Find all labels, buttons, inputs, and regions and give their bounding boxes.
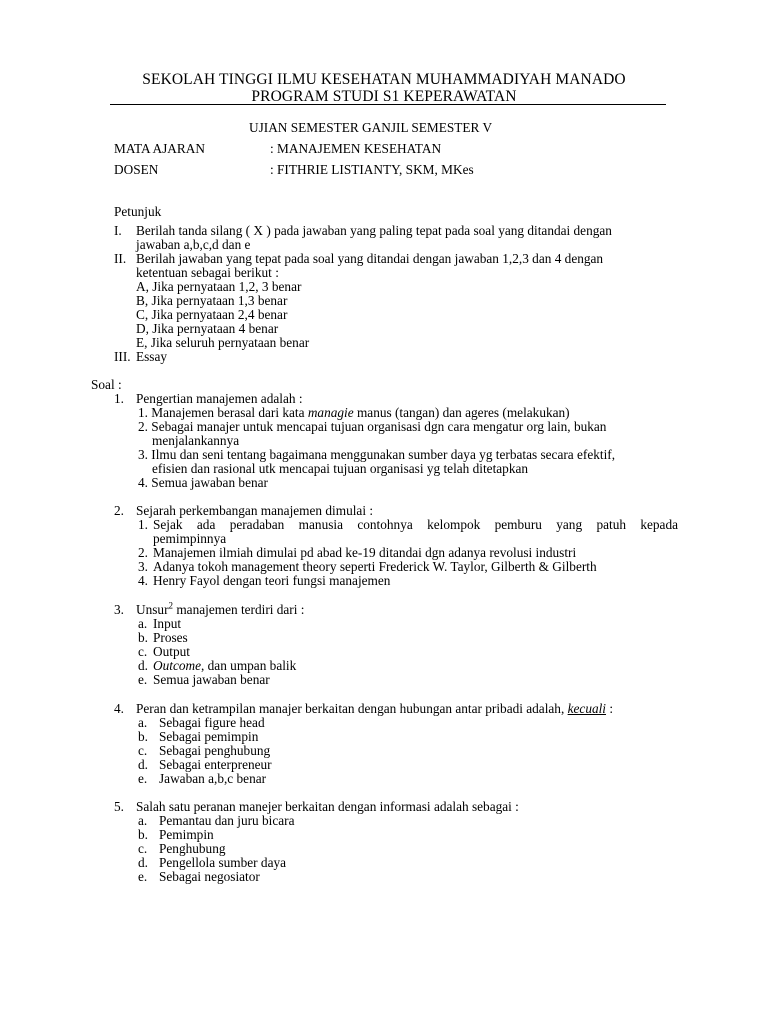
option-letter: c.	[138, 743, 148, 758]
header-divider	[110, 104, 666, 105]
answer-key-e: E, Jika seluruh pernyataan benar	[136, 335, 310, 350]
question-option: pemimpinnya	[153, 531, 227, 546]
option-letter: c.	[138, 841, 148, 856]
question-option: Outcome, dan umpan balik	[153, 658, 297, 673]
lecturer-label: DOSEN	[114, 162, 159, 177]
instruction-num: II.	[114, 251, 127, 266]
question-option: Sebagai figure head	[159, 715, 265, 730]
question-option: menjalankannya	[152, 433, 240, 448]
instruction-num: I.	[114, 223, 122, 238]
instruction-num: III.	[114, 349, 131, 364]
question-option: Sebagai enterpreneur	[159, 757, 272, 772]
option-letter: a.	[138, 813, 148, 828]
option-letter: a.	[138, 616, 148, 631]
instruction-text: Berilah jawaban yang tepat pada soal yang ditandai dengan jawaban 1,2,3 dan 4 dengan	[136, 251, 604, 266]
question-option: Sebagai negosiator	[159, 869, 260, 884]
option-letter: b.	[138, 827, 148, 842]
option-letter: b.	[138, 630, 148, 645]
question-option: Pemantau dan juru bicara	[159, 813, 295, 828]
answer-key-b: B, Jika pernyataan 1,3 benar	[136, 293, 288, 308]
question-option: 2. Sebagai manajer untuk mencapai tujuan organisasi dgn cara mengatur org lain, bukan	[138, 419, 607, 434]
question-option: Jawaban a,b,c benar	[159, 771, 267, 786]
question-number: 5.	[114, 799, 124, 814]
question-option: Sebagai pemimpin	[159, 729, 259, 744]
question-text: Unsur$^2$ manajemen terdiri dari :	[136, 600, 305, 617]
instruction-text: Essay	[136, 349, 168, 364]
option-letter: e.	[138, 869, 148, 884]
subject-label: MATA AJARAN	[114, 141, 205, 156]
program-name: PROGRAM STUDI S1 KEPERAWATAN	[251, 88, 517, 105]
question-text: Pengertian manajemen adalah :	[136, 391, 303, 406]
institution-name: SEKOLAH TINGGI ILMU KESEHATAN MUHAMMADIYAH MANADO	[142, 71, 626, 88]
question-text: Peran dan ketrampilan manajer berkaitan dengan hubungan antar pribadi adalah, kecuali :	[136, 701, 614, 716]
question-option: efisien dan rasional utk mencapai tujuan organisasi yg telah ditetapkan	[152, 461, 529, 476]
question-option: Output	[153, 644, 190, 659]
subject-value: : MANAJEMEN KESEHATAN	[270, 141, 442, 156]
question-number: 3.	[114, 602, 124, 617]
question-number: 1.	[114, 391, 124, 406]
question-option: Adanya tokoh management theory seperti Frederick W. Taylor, Gilberth & Gilberth	[153, 559, 597, 574]
question-option-number: 4.	[138, 573, 148, 588]
question-option: Pengellola sumber daya	[159, 855, 287, 870]
question-option: Sejak ada peradaban manusia contohnya kelompok pemburu yang patuh kepada	[153, 517, 678, 532]
exam-title: UJIAN SEMESTER GANJIL SEMESTER V	[249, 120, 493, 135]
question-option: 3. Ilmu dan seni tentang bagaimana menggunakan sumber daya yg terbatas secara efektif,	[138, 447, 616, 462]
question-option-number: 3.	[138, 559, 148, 574]
instruction-text: ketentuan sebagai berikut :	[136, 265, 279, 280]
instruction-text: Berilah tanda silang ( X ) pada jawaban yang paling tepat pada soal yang ditandai dengan	[136, 223, 612, 238]
option-letter: d.	[138, 855, 148, 870]
answer-key-a: A, Jika pernyataan 1,2, 3 benar	[136, 279, 302, 294]
question-option: 4. Semua jawaban benar	[138, 475, 268, 490]
option-letter: e.	[138, 771, 148, 786]
question-option: 1. Manajemen berasal dari kata managie manus (tangan) dan ageres (melakukan)	[138, 405, 570, 420]
question-option-number: 2.	[138, 545, 148, 560]
question-option: Input	[153, 616, 182, 631]
question-option: Manajemen ilmiah dimulai pd abad ke-19 ditandai dgn adanya revolusi industri	[153, 545, 577, 560]
question-option: Proses	[153, 630, 188, 645]
option-letter: d.	[138, 658, 148, 673]
option-letter: b.	[138, 729, 148, 744]
option-letter: e.	[138, 672, 148, 687]
question-option: Pemimpin	[159, 827, 214, 842]
question-text: Sejarah perkembangan manajemen dimulai :	[136, 503, 374, 518]
questions-label: Soal :	[91, 377, 122, 392]
question-option: Henry Fayol dengan teori fungsi manajemen	[153, 573, 391, 588]
option-letter: d.	[138, 757, 148, 772]
question-option: Penghubung	[159, 841, 226, 856]
question-text: Salah satu peranan manejer berkaitan dengan informasi adalah sebagai :	[136, 799, 519, 814]
instructions-title: Petunjuk	[114, 204, 162, 219]
lecturer-value: : FITHRIE LISTIANTY, SKM, MKes	[270, 162, 474, 177]
question-option-number: 1.	[138, 517, 148, 532]
question-option: Sebagai penghubung	[159, 743, 271, 758]
question-number: 2.	[114, 503, 124, 518]
answer-key-c: C, Jika pernyataan 2,4 benar	[136, 307, 288, 322]
question-number: 4.	[114, 701, 124, 716]
answer-key-d: D, Jika pernyataan 4 benar	[136, 321, 279, 336]
option-letter: c.	[138, 644, 148, 659]
instruction-text: jawaban a,b,c,d dan e	[136, 237, 251, 252]
question-option: Semua jawaban benar	[153, 672, 270, 687]
option-letter: a.	[138, 715, 148, 730]
document-header	[0, 71, 768, 105]
